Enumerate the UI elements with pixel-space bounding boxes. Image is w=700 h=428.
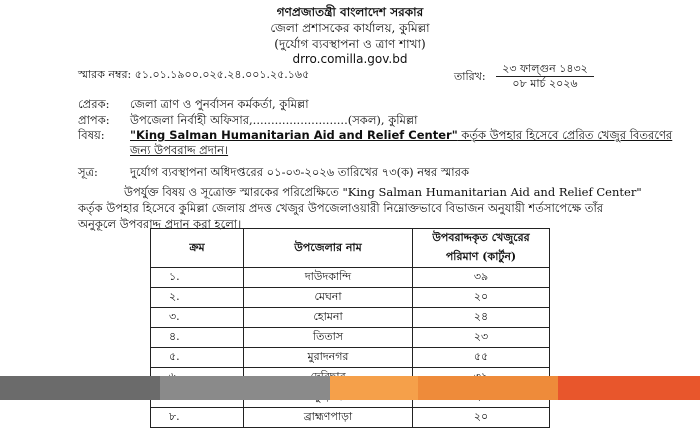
table-row (151, 268, 550, 288)
header-upazila: উপজেলার নাম (244, 229, 413, 268)
date-bangla: ২৩ ফাল্গুন ১৪৩২ (502, 62, 588, 75)
table-row (151, 328, 550, 348)
upazila-cell: দাউদকান্দি (244, 268, 413, 288)
band-segment (0, 376, 160, 400)
serial-cell: ৪. (151, 328, 244, 348)
body-paragraph: উপর্যুক্ত বিষয় ও সূত্রোক্ত স্মারকের পরিপ্রেক্ষিতে "King Salman Humanitarian Aid and Relief Center" কর্তৃক উপহার হিসেবে কুমিল্লা জেলায় প্রদত্ত খেজুর উপজেলাওয়ারী নিম্নোক্তভাবে বিভাজন অনুযায়ী শর্তসাপেক্ষে তাঁর অনুকূলে উপবরাদ্দ প্রদান করা হলো। (78, 185, 642, 231)
band-segment (558, 376, 700, 400)
reference-label: সূত্র: (78, 165, 98, 179)
table-row (151, 348, 550, 368)
upazila-cell: তিতাস (244, 328, 413, 348)
date-block (490, 62, 600, 91)
quantity-cell: ২৪ (413, 308, 550, 328)
website-text: drro.comilla.gov.bd (292, 52, 408, 66)
quantity-cell: ২০ (413, 408, 550, 428)
memo-number: স্মারক নম্বর: ৫১.০১.১৯০০.০২৫.২৪.০০১.২৫.১৬৫ (78, 68, 310, 81)
subject-quoted: "King Salman Humanitarian Aid and Relief Center" (130, 128, 458, 142)
table-header-row (151, 229, 550, 268)
serial-cell: ২. (151, 288, 244, 308)
upazila-cell: ব্রাহ্মণপাড়া (244, 408, 413, 428)
table-row (151, 308, 550, 328)
reference-value: দুর্যোগ ব্যবস্থাপনা অধিদপ্তরের ০১-০৩-২০২৬ তারিখের ৭৩(ক) নম্বর স্মারক (130, 165, 470, 179)
header-quantity: উপবরাদ্দকৃত খেজুরের পরিমাণ (কার্টুন) (413, 229, 550, 268)
serial-cell: ১. (151, 268, 244, 288)
quantity-cell: ৩৯ (413, 268, 550, 288)
quantity-cell: ৫৫ (413, 348, 550, 368)
band-segment (418, 376, 558, 400)
to-value: উপজেলা নির্বাহী অফিসার,..........................(সকল), কুমিল্লা (130, 113, 418, 127)
subject-label: বিষয়: (78, 128, 105, 142)
serial-cell: ৮. (151, 408, 244, 428)
band-segment (330, 376, 418, 400)
band-segment (160, 376, 330, 400)
govt-title: গণপ্রজাতন্ত্রী বাংলাদেশ সরকার (276, 5, 424, 19)
serial-cell: ৩. (151, 308, 244, 328)
subject-rest-1: কর্তৃক উপহার হিসেবে প্রেরিত খেজুর বিতরণের (457, 128, 673, 142)
from-value: জেলা ত্রাণ ও পুনর্বাসন কর্মকর্তা, কুমিল্লা (130, 97, 309, 111)
section-title: (দুর্যোগ ব্যবস্থাপনা ও ত্রাণ শাখা) (274, 37, 426, 51)
to-label: প্রাপক: (78, 113, 110, 127)
reference-row (78, 164, 469, 183)
quantity-cell: ২৩ (413, 328, 550, 348)
upazila-cell: হোমনা (244, 308, 413, 328)
from-label: প্রেরক: (78, 97, 110, 111)
table-row (151, 408, 550, 428)
serial-cell: ৫. (151, 348, 244, 368)
date-english: ০৮ মার্চ ২০২৬ (512, 77, 578, 90)
header-serial: ক্রম (151, 229, 244, 268)
upazila-cell: মেঘনা (244, 288, 413, 308)
subject-rest-2: জন্য উপবরাদ্দ প্রদান। (130, 143, 229, 157)
table-row (151, 288, 550, 308)
upazila-cell: মুরাদনগর (244, 348, 413, 368)
footer-color-band (0, 376, 700, 400)
office-title: জেলা প্রশাসকের কার্যালয়, কুমিল্লা (270, 21, 430, 35)
date-label: তারিখ: (454, 70, 486, 83)
quantity-cell: ২০ (413, 288, 550, 308)
